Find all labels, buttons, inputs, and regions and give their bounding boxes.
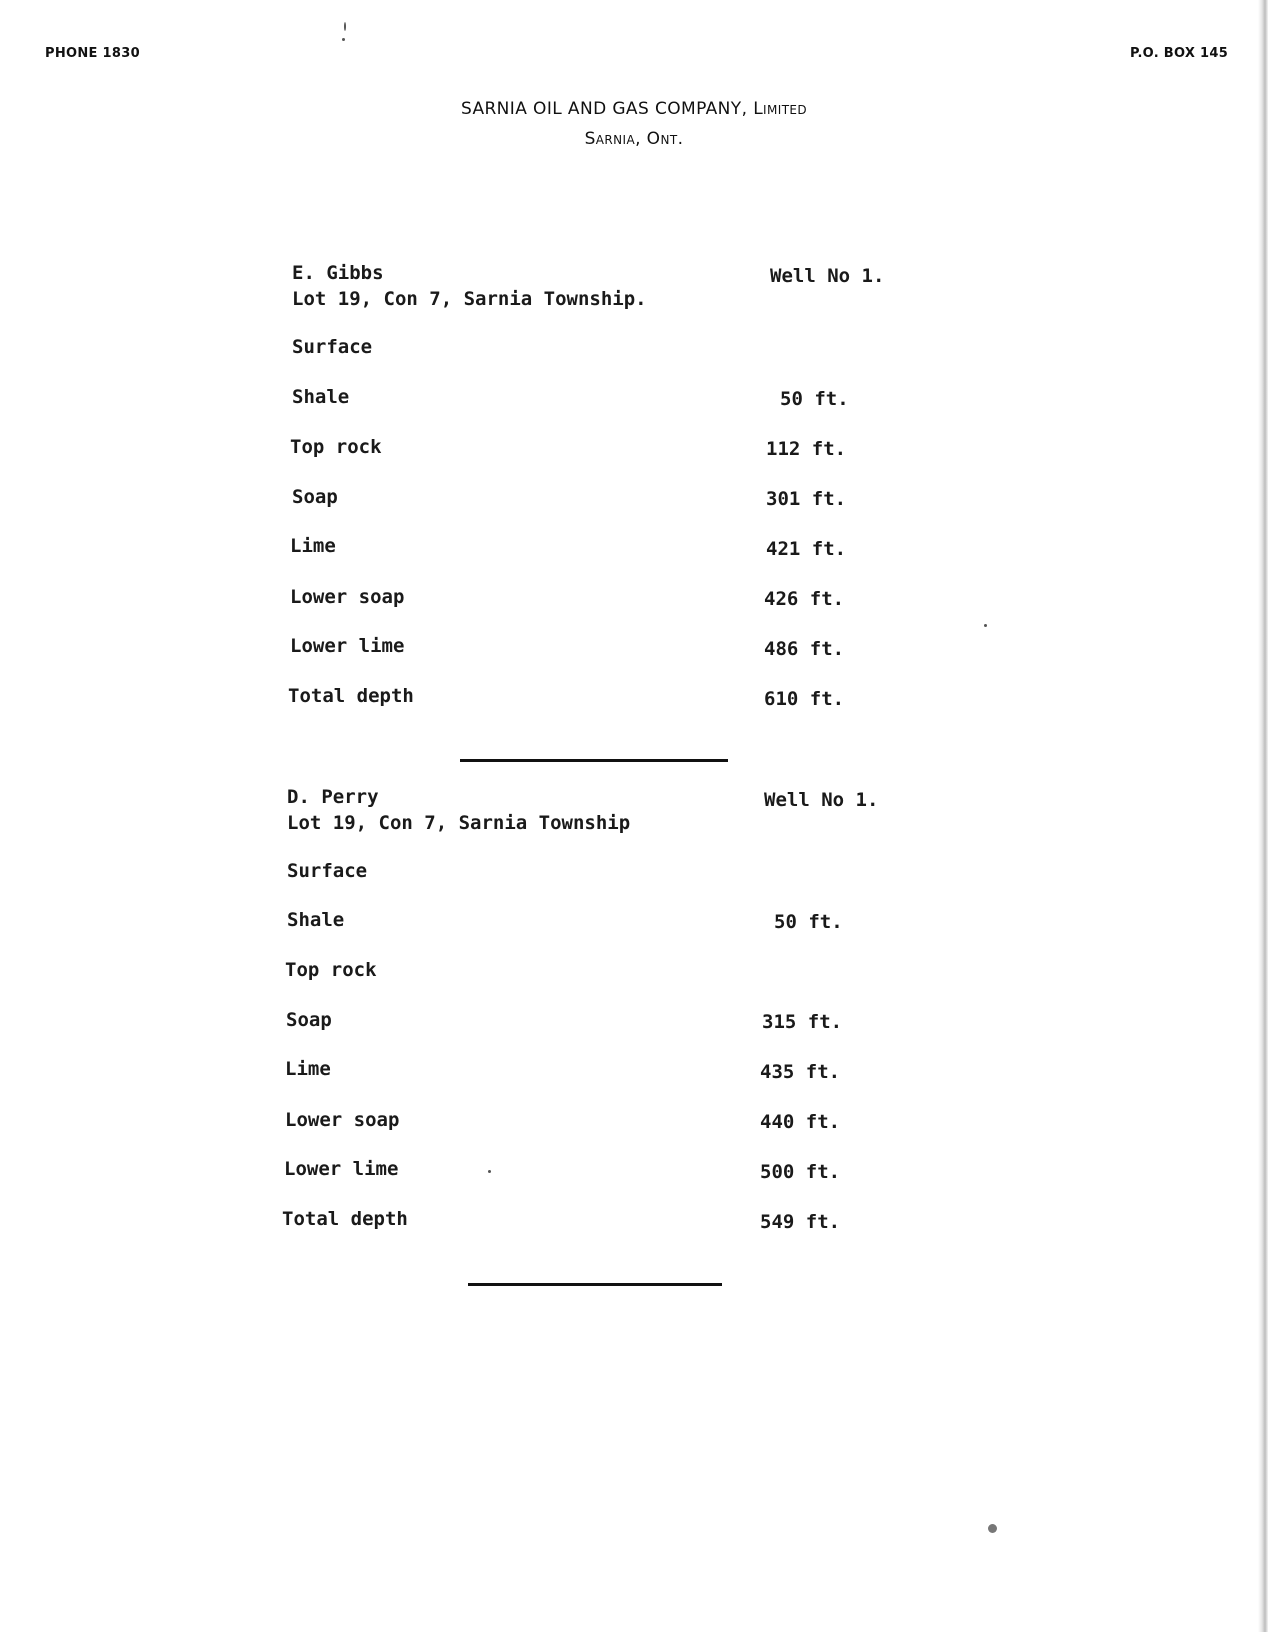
stratum-name: Surface	[292, 336, 373, 358]
stratum-depth: 440 ft.	[760, 1111, 841, 1133]
well-location: Lot 19, Con 7, Sarnia Township	[287, 812, 631, 834]
stratum-depth: 112 ft.	[766, 438, 847, 460]
company-letterhead	[0, 94, 1268, 154]
section-divider	[460, 759, 728, 762]
stratum-depth: 500 ft.	[760, 1161, 841, 1183]
stratum-name: Total depth	[288, 685, 414, 707]
stratum-depth: 435 ft.	[760, 1061, 841, 1083]
stratum-name: Lower lime	[290, 635, 405, 657]
stratum-depth: 301 ft.	[766, 488, 847, 510]
stratum-name: Soap	[292, 486, 338, 508]
scan-speck	[984, 624, 987, 627]
company-suffix: Limited	[753, 99, 808, 119]
phone-number: PHONE 1830	[45, 46, 140, 61]
well-number: Well No 1.	[770, 265, 885, 287]
stratum-depth: 50 ft.	[774, 911, 843, 933]
scan-edge-shadow	[1258, 0, 1268, 1632]
stratum-name: Lime	[285, 1058, 331, 1080]
scan-speck	[988, 1524, 997, 1533]
stratum-name: Lime	[290, 535, 336, 557]
stratum-name: Lower soap	[290, 586, 405, 608]
stratum-depth: 421 ft.	[766, 538, 847, 560]
stratum-name: Top rock	[285, 959, 377, 981]
stratum-name: Lower soap	[285, 1109, 400, 1131]
well-number: Well No 1.	[764, 789, 879, 811]
stratum-depth: 50 ft.	[780, 388, 849, 410]
well-owner: D. Perry	[287, 786, 379, 808]
stratum-name: Lower lime	[284, 1158, 399, 1180]
stratum-name: Soap	[286, 1009, 332, 1031]
company-city: Sarnia, Ont.	[584, 129, 684, 149]
stratum-name: Top rock	[290, 436, 382, 458]
stratum-depth: 426 ft.	[764, 588, 845, 610]
stratum-depth: 610 ft.	[764, 688, 845, 710]
po-box: P.O. BOX 145	[1130, 46, 1229, 61]
stratum-name: Surface	[287, 860, 368, 882]
company-name: SARNIA OIL AND GAS COMPANY,	[460, 99, 748, 119]
scan-speck	[342, 38, 345, 41]
company-name-line	[0, 94, 1268, 124]
section-divider	[468, 1283, 722, 1286]
stratum-depth: 315 ft.	[762, 1011, 843, 1033]
stratum-depth: 486 ft.	[764, 638, 845, 660]
stratum-name: Shale	[287, 909, 345, 931]
well-location: Lot 19, Con 7, Sarnia Township.	[292, 288, 647, 310]
well-owner: E. Gibbs	[292, 262, 384, 284]
stratum-name: Shale	[292, 386, 350, 408]
stratum-depth: 549 ft.	[760, 1211, 841, 1233]
stratum-name: Total depth	[282, 1208, 408, 1230]
scan-speck	[344, 22, 346, 31]
scan-speck	[488, 1170, 491, 1173]
